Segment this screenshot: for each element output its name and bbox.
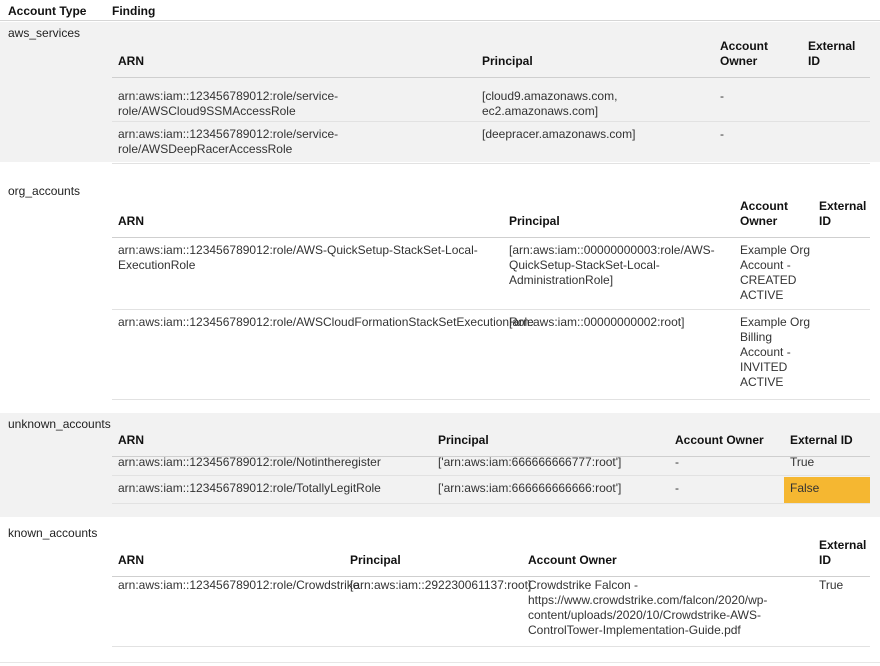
external-id-cell: False <box>790 481 820 495</box>
arn-cell: arn:aws:iam::123456789012:role/Notintheregister <box>118 455 381 469</box>
account-type-header: Account Type <box>8 4 87 18</box>
account-type-label: known_accounts <box>8 526 98 540</box>
table-header <box>0 0 880 21</box>
section-unknown-accounts <box>0 413 880 517</box>
principal-column-header: Principal <box>350 553 401 567</box>
finding-header: Finding <box>112 4 156 18</box>
account-owner-cell: Crowdstrike Falcon - https://www.crowdstrike.com/falcon/2020/wp- content/uploads/2020/10/Crowdstrike-AWS- ControlTower-Implementation-Guide.pdf <box>528 578 768 637</box>
external-id-column-header: External ID <box>819 199 867 228</box>
account-owner-column-header: Account Owner <box>740 199 788 228</box>
principal-cell: [arn:aws:iam::292230061137:root] <box>350 578 532 592</box>
header-divider <box>112 237 870 238</box>
principal-column-header: Principal <box>482 54 533 68</box>
header-divider <box>112 576 870 577</box>
arn-cell: arn:aws:iam::123456789012:role/AWS-QuickSetup-StackSet-Local- ExecutionRole <box>118 243 478 272</box>
account-owner-column-header: Account Owner <box>675 433 764 447</box>
row-divider <box>112 399 870 400</box>
principal-column-header: Principal <box>509 214 560 228</box>
principal-cell: [arn:aws:iam::00000000002:root] <box>509 315 685 329</box>
account-type-label: org_accounts <box>8 184 81 198</box>
principal-cell: ['arn:aws:iam:666666666777:root'] <box>438 455 622 469</box>
row-divider <box>112 503 870 504</box>
external-id-column-header: External ID <box>819 538 867 567</box>
bottom-divider <box>0 662 880 663</box>
external-id-cell: True <box>819 578 844 592</box>
principal-cell: [deepracer.amazonaws.com] <box>482 127 636 141</box>
principal-cell: [cloud9.amazonaws.com, ec2.amazonaws.com] <box>482 89 618 118</box>
row-divider <box>112 646 870 647</box>
arn-column-header: ARN <box>118 433 144 447</box>
principal-cell: ['arn:aws:iam:666666666666:root'] <box>438 481 622 495</box>
external-id-column-header: External ID <box>808 39 856 68</box>
account-owner-cell: - <box>720 89 724 103</box>
row-divider <box>112 475 870 476</box>
row-divider <box>112 121 870 122</box>
principal-cell: [arn:aws:iam::00000000003:role/AWS- QuickSetup-StackSet-Local- AdministrationRole] <box>509 243 715 287</box>
account-owner-cell: Example Org Billing Account - INVITED ACTIVE <box>740 315 811 389</box>
section-aws-services <box>0 22 880 162</box>
row-divider <box>112 309 870 310</box>
header-divider <box>112 77 870 78</box>
arn-cell: arn:aws:iam::123456789012:role/Crowdstrike <box>118 578 360 592</box>
row-divider <box>112 163 870 164</box>
account-owner-cell: Example Org Account - CREATED ACTIVE <box>740 243 811 302</box>
account-type-label: unknown_accounts <box>8 417 111 431</box>
external-id-cell: True <box>790 455 815 469</box>
section-org-accounts <box>0 180 880 400</box>
arn-column-header: ARN <box>118 553 144 567</box>
arn-column-header: ARN <box>118 54 144 68</box>
arn-cell: arn:aws:iam::123456789012:role/service- role/AWSDeepRacerAccessRole <box>118 127 339 156</box>
account-type-label: aws_services <box>8 26 81 40</box>
account-owner-cell: - <box>675 481 679 495</box>
account-owner-column-header: Account Owner <box>528 553 617 567</box>
external-id-column-header: External ID <box>790 433 853 447</box>
account-owner-column-header: Account Owner <box>720 39 768 68</box>
principal-column-header: Principal <box>438 433 489 447</box>
account-owner-cell: - <box>675 455 679 469</box>
arn-cell: arn:aws:iam::123456789012:role/service- role/AWSCloud9SSMAccessRole <box>118 89 339 118</box>
section-known-accounts <box>0 522 880 660</box>
arn-cell: arn:aws:iam::123456789012:role/AWSCloudFormationStackSetExecutionRole <box>118 315 534 329</box>
arn-cell: arn:aws:iam::123456789012:role/TotallyLegitRole <box>118 481 381 495</box>
account-owner-cell: - <box>720 127 724 141</box>
arn-column-header: ARN <box>118 214 144 228</box>
